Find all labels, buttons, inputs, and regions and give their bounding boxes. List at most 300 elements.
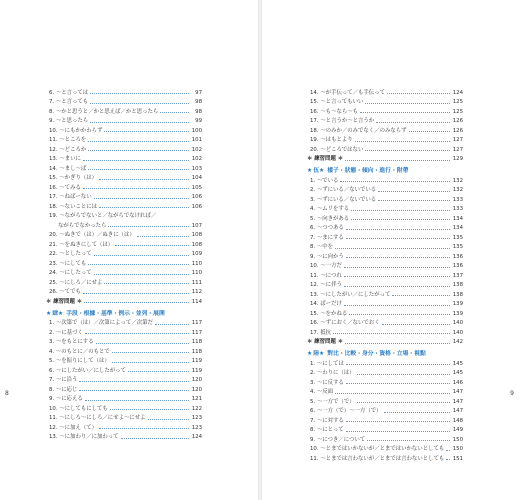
toc-entry[interactable] xyxy=(46,286,202,296)
toc-entry[interactable] xyxy=(46,96,202,106)
left-page xyxy=(0,0,258,500)
entry-title: 10. ～一方だ xyxy=(310,263,342,269)
toc-entry[interactable] xyxy=(46,402,202,412)
dot-leader xyxy=(344,267,450,268)
entry-title: 11. ～につれ xyxy=(310,272,342,279)
toc-entry[interactable] xyxy=(46,181,202,191)
entry-title: 14. ～まし～ば xyxy=(49,165,87,172)
dot-leader xyxy=(345,343,450,344)
entry-title: 22. ～としたって xyxy=(49,251,92,257)
dot-leader xyxy=(94,274,189,275)
entry-page-number: 134 xyxy=(452,215,463,222)
toc-entry[interactable] xyxy=(307,424,463,434)
section-title: 對比・比較・身分・資格・立場・視點 xyxy=(327,351,426,357)
entry-page-number: 98 xyxy=(195,99,202,105)
entry-page-number: 118 xyxy=(191,348,202,355)
entry-title: 18. ～ないことには xyxy=(49,203,98,210)
entry-title: 24. ～にしたって xyxy=(49,270,92,276)
dot-leader xyxy=(344,286,450,287)
entry-title: ながらでなかったら xyxy=(58,222,107,229)
dot-leader xyxy=(83,160,189,161)
toc-entry[interactable] xyxy=(307,376,463,386)
toc-entry[interactable] xyxy=(46,326,202,336)
entry-title: 9. ～と思ったら xyxy=(49,118,89,124)
section-heading xyxy=(307,346,463,357)
toc-entry[interactable] xyxy=(46,257,202,267)
dot-leader xyxy=(88,141,189,142)
dot-leader xyxy=(85,333,189,334)
entry-title: 1. ～次第で（は）／次第によって／次第だ xyxy=(49,320,153,326)
entry-title: 6. ～にしたがい／にしたがって xyxy=(49,367,126,374)
dot-leader xyxy=(446,450,450,451)
entry-title: 8. ～かと思うと／かと思えば／かと思ったら xyxy=(49,108,159,115)
dot-leader xyxy=(112,352,189,353)
right-toc xyxy=(262,86,463,462)
toc-entry[interactable] xyxy=(307,134,463,144)
toc-entry[interactable] xyxy=(307,367,463,377)
dot-leader xyxy=(90,93,189,94)
toc-entry[interactable] xyxy=(307,193,463,203)
section-title: 樣子・狀態・傾向・進行・附帶 xyxy=(327,168,409,174)
entry-page-number: 139 xyxy=(452,301,463,307)
toc-entry[interactable] xyxy=(307,269,463,279)
left-toc xyxy=(0,86,202,440)
entry-page-number: 110 xyxy=(191,270,202,276)
entry-title: ＊ 練習問題 ＊ xyxy=(307,339,344,345)
toc-entry[interactable] xyxy=(307,203,463,213)
dot-leader xyxy=(382,324,450,325)
dot-leader xyxy=(88,264,189,265)
entry-title: 8. ～に応じ xyxy=(49,386,78,393)
entry-title: 10. ～にもかかわらず xyxy=(49,127,103,134)
dot-leader xyxy=(137,236,189,237)
entry-title: 19. ～ながらでないと／ながらでなければ／ xyxy=(49,213,157,219)
right-page xyxy=(262,0,520,500)
entry-page-number: 146 xyxy=(452,379,463,386)
toc-entry[interactable] xyxy=(46,345,202,355)
entry-page-number: 118 xyxy=(191,339,202,345)
entry-page-number: 99 xyxy=(195,118,202,124)
entry-page-number: 111 xyxy=(191,279,202,286)
toc-entry[interactable] xyxy=(307,326,463,336)
entry-page-number: 136 xyxy=(452,263,463,269)
dot-leader xyxy=(349,314,450,315)
dot-leader xyxy=(378,191,450,192)
toc-entry[interactable] xyxy=(46,317,202,327)
entry-page-number: 139 xyxy=(452,310,463,317)
toc-entry[interactable] xyxy=(46,134,202,144)
toc-entry[interactable] xyxy=(46,115,202,125)
toc-entry[interactable] xyxy=(307,231,463,241)
toc-entry[interactable] xyxy=(46,105,202,115)
toc-entry[interactable] xyxy=(46,364,202,374)
entry-page-number: 100 xyxy=(191,127,202,134)
entry-title: 8. ～にとって xyxy=(310,427,344,433)
right-page-number: 9 xyxy=(510,390,514,397)
dot-leader xyxy=(355,141,450,142)
entry-page-number: 123 xyxy=(191,415,202,421)
dot-leader xyxy=(104,131,189,132)
entry-page-number: 109 xyxy=(191,251,202,257)
dot-leader xyxy=(340,181,450,182)
entry-title: 9. ～に向かう xyxy=(310,253,344,260)
dot-leader xyxy=(346,229,450,230)
entry-title: 6. ～つつある xyxy=(310,225,344,231)
practice-entry[interactable] xyxy=(46,295,202,305)
section-heading xyxy=(46,306,202,317)
entry-title: 26. ～てでも xyxy=(49,289,81,295)
entry-title: 7. ～に沿う xyxy=(49,377,78,383)
entry-title: 6. ～と言っては xyxy=(49,89,89,96)
entry-page-number: 117 xyxy=(191,329,202,336)
dot-leader xyxy=(351,219,450,220)
left-page-number: 8 xyxy=(5,390,9,397)
dot-leader xyxy=(104,283,189,284)
entry-title: 2. ～わりに（は） xyxy=(310,370,355,376)
entry-page-number: 112 xyxy=(191,289,202,295)
star-icon: ★ xyxy=(307,168,313,174)
entry-page-number: 136 xyxy=(452,253,463,260)
toc-entry[interactable] xyxy=(307,184,463,194)
dot-leader xyxy=(344,305,450,306)
dot-leader xyxy=(360,112,450,113)
dot-leader xyxy=(446,459,450,460)
entry-page-number: 147 xyxy=(452,389,463,395)
entry-title: ＊ 練習問題 ＊ xyxy=(46,298,83,305)
entry-page-number: 105 xyxy=(191,184,202,191)
section-heading xyxy=(307,163,463,174)
toc-entry[interactable] xyxy=(307,250,463,260)
dot-leader xyxy=(365,150,450,151)
toc-entry[interactable] xyxy=(46,421,202,431)
entry-title: 2. ～ずにいる／ないでいる xyxy=(310,187,377,193)
dot-leader xyxy=(335,248,450,249)
entry-page-number: 145 xyxy=(452,360,463,367)
entry-title: 4. ～反面 xyxy=(310,389,334,395)
dot-leader xyxy=(99,207,189,208)
dot-leader xyxy=(387,93,450,94)
toc-entry[interactable] xyxy=(307,443,463,453)
section-number: 陸★ xyxy=(313,351,325,357)
dot-leader xyxy=(79,390,189,391)
entry-title: 23. ～にしても xyxy=(49,260,87,267)
entry-page-number: 145 xyxy=(452,370,463,376)
toc-entry[interactable] xyxy=(307,405,463,415)
entry-title: 14. ～が手伝って／も手伝って xyxy=(310,89,385,96)
entry-page-number: 121 xyxy=(191,396,202,402)
entry-title: 3. ～ずにいる／ないでいる xyxy=(310,196,377,203)
dot-leader xyxy=(357,374,450,375)
entry-title: 9. ～に応える xyxy=(49,396,83,402)
toc-entry[interactable] xyxy=(46,276,202,286)
entry-page-number: 102 xyxy=(191,146,202,153)
toc-entry[interactable] xyxy=(307,124,463,134)
toc-entry[interactable] xyxy=(46,153,202,163)
toc-entry[interactable] xyxy=(307,288,463,298)
toc-entry[interactable] xyxy=(307,414,463,424)
entry-page-number: 106 xyxy=(191,194,202,200)
toc-entry[interactable] xyxy=(307,357,463,367)
dot-leader xyxy=(155,324,189,325)
entry-title: 13. ～に加わり／に加わって xyxy=(49,434,119,440)
dot-leader xyxy=(85,400,189,401)
dot-leader xyxy=(365,103,450,104)
dot-leader xyxy=(148,419,189,420)
entry-page-number: 127 xyxy=(452,146,463,153)
entry-title: 8. ～中を xyxy=(310,244,334,250)
entry-title: 15. ～かぎり（は） xyxy=(49,175,98,181)
dot-leader xyxy=(346,421,450,422)
dot-leader xyxy=(83,188,189,189)
dot-leader xyxy=(392,295,450,296)
entry-title: 18. ～のみか／のみでなく／のみならず xyxy=(310,127,407,134)
entry-title: 20. ～ぬきで（は）／ぬきに（は） xyxy=(49,232,135,238)
entry-page-number: 122 xyxy=(191,405,202,412)
dot-leader xyxy=(94,255,189,256)
entry-page-number: 129 xyxy=(452,156,463,162)
toc-entry[interactable] xyxy=(307,241,463,251)
entry-title: 16. ～てみる xyxy=(49,184,81,191)
entry-title: 5. ～向きがある xyxy=(310,215,350,222)
entry-title: 15. ～をかねる xyxy=(310,310,348,317)
dot-leader xyxy=(99,428,189,429)
entry-page-number: 106 xyxy=(191,203,202,210)
entry-title: 12. ～どころか xyxy=(49,146,87,153)
entry-title: 13. ～まいに xyxy=(49,156,81,162)
toc-entry[interactable] xyxy=(307,222,463,232)
entry-title: 17. 抵抗 xyxy=(310,329,332,336)
dot-leader xyxy=(344,276,450,277)
practice-entry[interactable] xyxy=(307,336,463,346)
toc-entry[interactable] xyxy=(307,105,463,115)
toc-entry[interactable] xyxy=(46,355,202,365)
toc-entry[interactable] xyxy=(307,307,463,317)
dot-leader xyxy=(108,226,189,227)
toc-entry[interactable] xyxy=(46,267,202,277)
entry-title: 10. ～とまではいかないが／とまではいかないとしても xyxy=(310,446,445,452)
toc-entry[interactable] xyxy=(307,96,463,106)
dot-leader xyxy=(384,412,450,413)
entry-title: 3. ～をもとにする xyxy=(49,339,94,345)
entry-title: 1. ～にしては xyxy=(310,360,344,367)
entry-title: 4. ～ムリをする xyxy=(310,206,350,212)
entry-title: 15. ～と言ってもいい xyxy=(310,99,364,105)
entry-page-number: 124 xyxy=(191,434,202,440)
entry-title: 20. ～どころではない xyxy=(310,146,364,153)
toc-entry[interactable] xyxy=(307,298,463,308)
toc-entry[interactable] xyxy=(46,412,202,422)
toc-entry[interactable] xyxy=(46,374,202,384)
toc-entry[interactable] xyxy=(46,86,202,96)
dot-leader xyxy=(346,431,450,432)
dot-leader xyxy=(351,210,450,211)
dot-leader xyxy=(346,364,450,365)
toc-entry[interactable] xyxy=(46,191,202,201)
toc-entry[interactable] xyxy=(307,174,463,184)
dot-leader xyxy=(96,343,189,344)
entry-page-number: 126 xyxy=(452,118,463,124)
toc-entry[interactable] xyxy=(46,393,202,403)
toc-entry[interactable] xyxy=(307,317,463,327)
star-icon: ★ xyxy=(46,310,52,317)
entry-title: 9. ～につき／について xyxy=(310,436,366,443)
entry-page-number: 101 xyxy=(191,137,202,143)
entry-page-number: 149 xyxy=(452,427,463,433)
toc-entry[interactable] xyxy=(46,229,202,239)
section-title: 手段・根據・基準・例示・並列・展開 xyxy=(66,310,165,317)
toc-entry[interactable] xyxy=(46,219,202,229)
entry-page-number: 151 xyxy=(452,455,463,462)
entry-title: 7. ～に対する xyxy=(310,417,344,424)
entry-page-number: 148 xyxy=(452,417,463,424)
dot-leader xyxy=(346,238,450,239)
toc-entry[interactable] xyxy=(307,279,463,289)
entry-page-number: 126 xyxy=(452,127,463,134)
entry-page-number: 104 xyxy=(191,175,202,181)
dot-leader xyxy=(376,122,450,123)
entry-page-number: 147 xyxy=(452,398,463,405)
entry-title: ＊ 練習問題 ＊ xyxy=(307,156,344,162)
toc-entry[interactable] xyxy=(46,248,202,258)
toc-entry[interactable] xyxy=(307,452,463,462)
entry-title: 1. ～でいる xyxy=(310,177,339,184)
entry-title: 5. ～一方で（で） xyxy=(310,398,355,405)
entry-page-number: 124 xyxy=(452,89,463,96)
entry-page-number: 108 xyxy=(191,232,202,238)
dot-leader xyxy=(112,362,189,363)
entry-title: 7. ～まにする xyxy=(310,234,344,241)
entry-page-number: 119 xyxy=(191,358,202,364)
entry-title: 16. ～ずにおく／ないでおく xyxy=(310,320,380,326)
entry-page-number: 147 xyxy=(452,408,463,414)
entry-page-number: 120 xyxy=(191,377,202,383)
entry-page-number: 110 xyxy=(191,260,202,267)
toc-entry[interactable] xyxy=(307,395,463,405)
entry-page-number: 150 xyxy=(452,436,463,443)
entry-page-number: 140 xyxy=(452,320,463,326)
entry-page-number: 137 xyxy=(452,272,463,279)
toc-entry[interactable] xyxy=(307,143,463,153)
entry-title: 6. ～一方（で）～一方（で） xyxy=(310,408,382,414)
dot-leader xyxy=(99,179,189,180)
dot-leader xyxy=(335,393,450,394)
dot-leader xyxy=(79,381,189,382)
entry-page-number: 117 xyxy=(191,320,202,326)
entry-title: 5. ～を振りにして（は） xyxy=(49,358,110,364)
dot-leader xyxy=(94,198,189,199)
toc-entry[interactable] xyxy=(46,124,202,134)
dot-leader xyxy=(90,122,189,123)
entry-page-number: 138 xyxy=(452,291,463,298)
entry-page-number: 102 xyxy=(191,156,202,162)
entry-title: 10. ～にしてもにしても xyxy=(49,405,108,412)
practice-entry[interactable] xyxy=(307,153,463,163)
entry-page-number: 108 xyxy=(191,241,202,248)
entry-title: 14. ばーだけ xyxy=(310,301,342,307)
toc-entry[interactable] xyxy=(46,172,202,182)
dot-leader xyxy=(378,200,450,201)
entry-page-number: 133 xyxy=(452,196,463,203)
entry-title: 2. ～に基づく xyxy=(49,329,83,336)
entry-page-number: 150 xyxy=(452,446,463,452)
entry-title: 17. ～ねばーない xyxy=(49,194,92,200)
entry-page-number: 132 xyxy=(452,177,463,184)
entry-page-number: 120 xyxy=(191,386,202,393)
entry-page-number: 142 xyxy=(452,339,463,345)
dot-leader xyxy=(160,112,189,113)
entry-page-number: 134 xyxy=(452,225,463,231)
toc-entry[interactable] xyxy=(46,200,202,210)
dot-leader xyxy=(83,293,189,294)
toc-entry[interactable] xyxy=(46,431,202,441)
entry-title: 25. ～にしろ／にせよ xyxy=(49,279,103,286)
toc-entry[interactable] xyxy=(46,143,202,153)
dot-leader xyxy=(90,103,189,104)
entry-page-number: 135 xyxy=(452,234,463,241)
dot-leader xyxy=(333,333,450,334)
entry-title: 13. ～にしたがい／にしたがって xyxy=(310,291,391,298)
toc-entry[interactable] xyxy=(46,336,202,346)
toc-entry[interactable] xyxy=(307,115,463,125)
entry-page-number: 140 xyxy=(452,329,463,336)
star-icon: ★ xyxy=(307,351,313,357)
dot-leader xyxy=(128,371,189,372)
entry-title: 11. ～にしろ～にしろ／にせよ～にせよ xyxy=(49,415,146,421)
entry-page-number: 103 xyxy=(191,165,202,172)
dot-leader xyxy=(121,438,189,439)
entry-page-number: 135 xyxy=(452,244,463,250)
dot-leader xyxy=(110,409,189,410)
toc-entry[interactable] xyxy=(307,212,463,222)
entry-title: 11. ～とまでは言わないが／とまでは言わないとしても xyxy=(310,455,445,462)
entry-page-number: 133 xyxy=(452,206,463,212)
entry-title: 12. ～に伴う xyxy=(310,282,342,288)
dot-leader xyxy=(88,169,189,170)
toc-entry[interactable] xyxy=(46,162,202,172)
dot-leader xyxy=(345,160,450,161)
entry-title: 16. ～も～なら～も xyxy=(310,108,359,115)
toc-entry[interactable] xyxy=(46,210,202,220)
dot-leader xyxy=(346,257,450,258)
toc-entry[interactable] xyxy=(307,386,463,396)
entry-title: 7. ～と言っても xyxy=(49,99,89,105)
toc-entry[interactable] xyxy=(307,433,463,443)
entry-page-number: 125 xyxy=(452,99,463,105)
section-number: 伍★ xyxy=(313,168,325,174)
dot-leader xyxy=(367,440,450,441)
entry-title: 12. ～に加え（て） xyxy=(49,424,98,431)
dot-leader xyxy=(346,383,450,384)
entry-page-number: 114 xyxy=(191,298,202,305)
toc-entry[interactable] xyxy=(46,383,202,393)
entry-title: 17. ～と言うか～と言うか xyxy=(310,118,375,124)
entry-page-number: 132 xyxy=(452,187,463,193)
dot-leader xyxy=(88,150,189,151)
entry-page-number: 97 xyxy=(195,89,202,96)
entry-title: 4. ～のもとに／のもとで xyxy=(49,348,110,355)
toc-entry[interactable] xyxy=(307,86,463,96)
entry-title: 11. ～ところを xyxy=(49,137,87,143)
entry-page-number: 138 xyxy=(452,282,463,288)
entry-title: 3. ～に反する xyxy=(310,379,344,386)
entry-page-number: 127 xyxy=(452,137,463,143)
entry-page-number: 125 xyxy=(452,108,463,115)
entry-page-number: 123 xyxy=(191,424,202,431)
toc-entry[interactable] xyxy=(307,260,463,270)
toc-entry[interactable] xyxy=(46,238,202,248)
entry-page-number: 119 xyxy=(191,367,202,374)
entry-page-number: 107 xyxy=(191,222,202,229)
